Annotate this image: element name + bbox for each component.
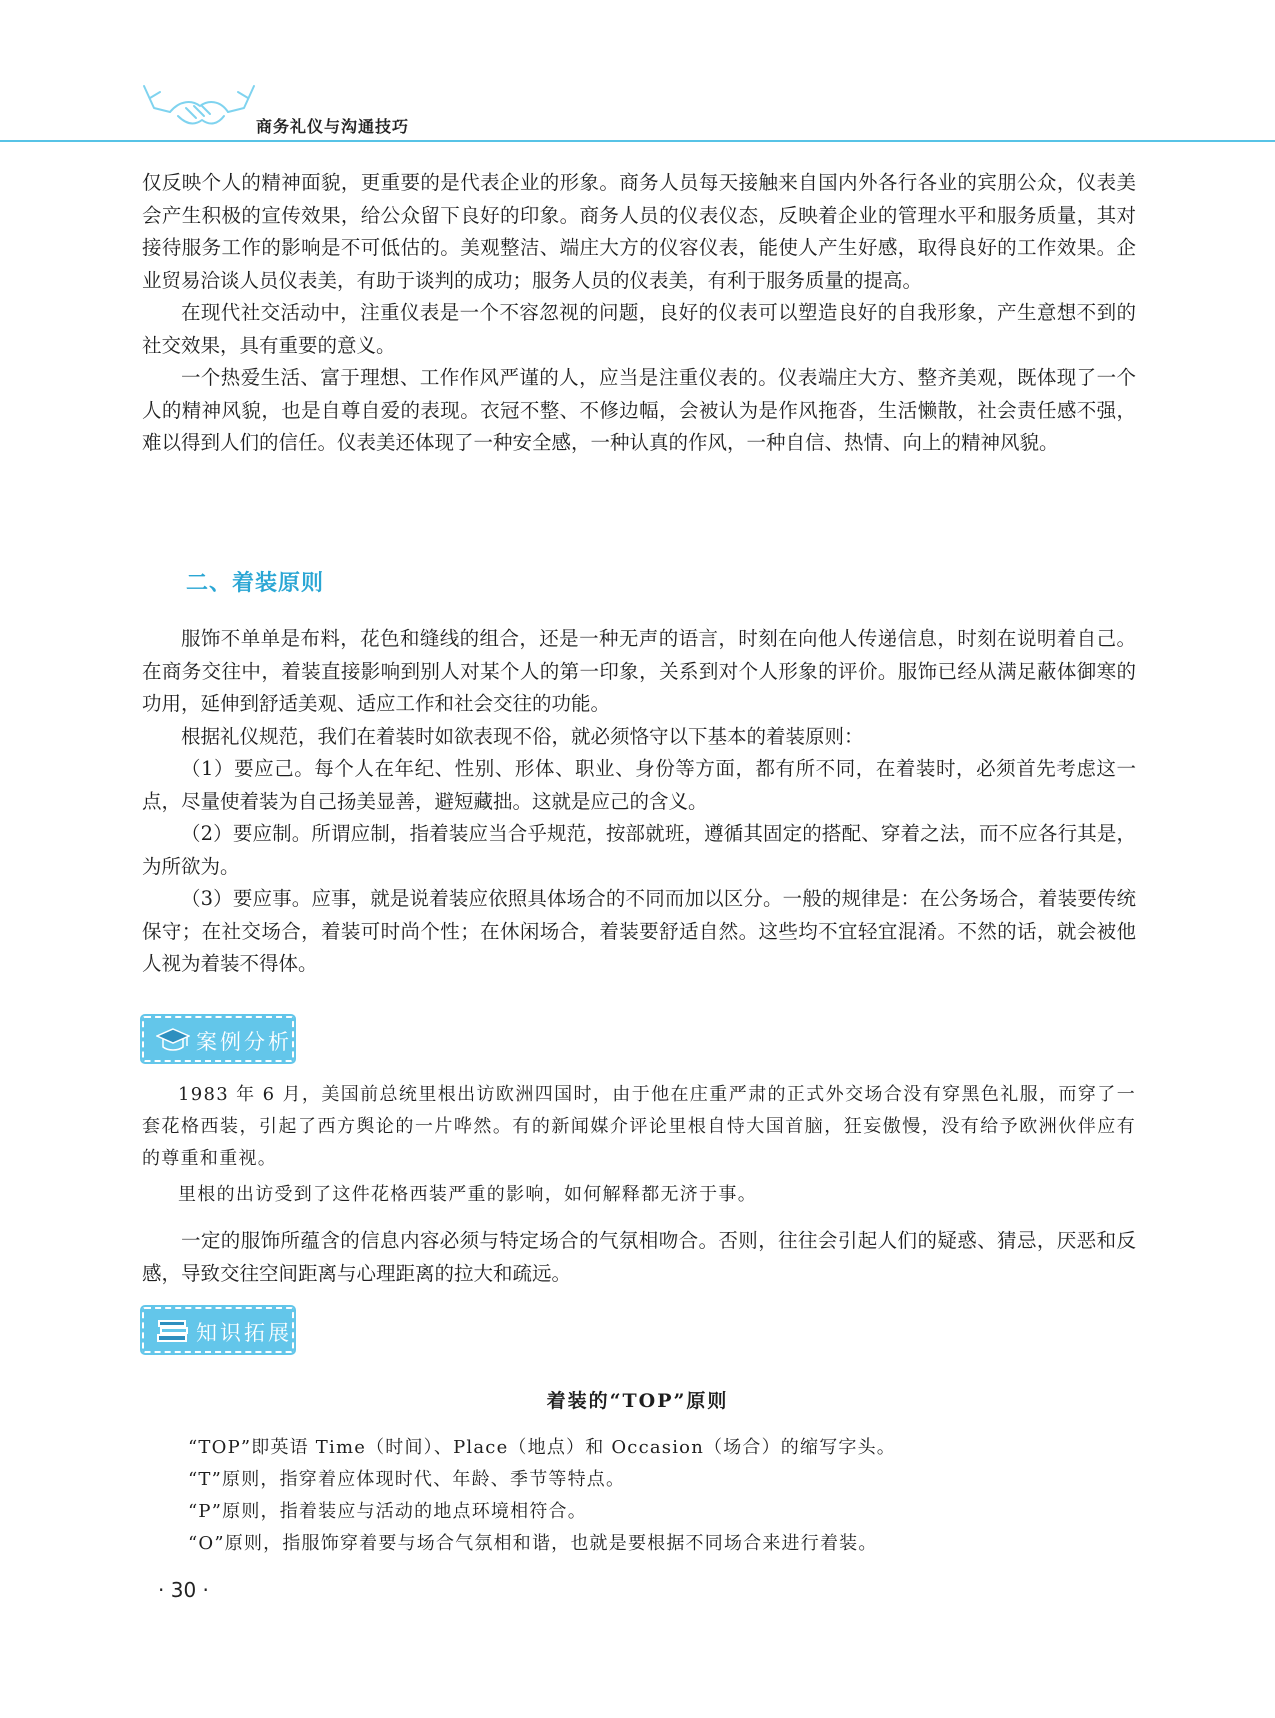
paragraph: 在现代社交活动中，注重仪表是一个不容忽视的问题，良好的仪表可以塑造良好的自我形象，产生意想不到的社交效果，具有重要的意义。 xyxy=(142,301,1136,357)
paragraph: 一定的服饰所蕴含的信息内容必须与特定场合的气氛相吻合。否则，往往会引起人们的疑惑、猜忌，厌恶和反感，导致交往空间距离与心理距离的拉大和疏远。 xyxy=(142,1229,1136,1285)
paragraph: （1）要应己。每个人在年纪、性别、形体、职业、身份等方面，都有所不同，在着装时，必须首先考虑这一点，尽量使着装为自己扬美显善，避短藏拙。这就是应己的含义。 xyxy=(142,757,1136,813)
knowledge-extension-badge xyxy=(142,1307,294,1353)
paragraph: （2）要应制。所谓应制，指着装应当合乎规范，按部就班，遵循其固定的搭配、穿着之法，而不应各行其是，为所欲为。 xyxy=(142,822,1136,878)
paragraph: 仅反映个人的精神面貌，更重要的是代表企业的形象。商务人员每天接触来自国内外各行各业的宾朋公众，仪表美会产生积极的宣传效果，给公众留下良好的印象。商务人员的仪表仪态，反映着企业的管理水平和服务质量，其对接待服务工作的影响是不可低估的。美观整洁、端庄大方的仪容仪表，能使人产生好感，取得良好的工作效果。企业贸易洽谈人员仪表美，有助于谈判的成功；服务人员的仪表美，有利于服务质量的提高。 xyxy=(142,171,1136,292)
knowledge-extension-label: 知识拓展 xyxy=(196,1321,292,1345)
intro-text xyxy=(142,167,1136,460)
case-analysis-label: 案例分析 xyxy=(196,1030,292,1054)
section-text xyxy=(142,623,1136,981)
extension-title: 着装的“TOP”原则 xyxy=(546,1390,729,1412)
extension-text xyxy=(188,1432,1148,1560)
paragraph: （3）要应事。应事，就是说着装应依照具体场合的不同而加以区分。一般的规律是：在公务场合，着装要传统保守；在社交场合，着装可时尚个性；在休闲场合，着装要舒适自然。这些均不宜轻宜混淆。不然的话，就会被他人视为着装不得体。 xyxy=(142,887,1136,975)
case-text xyxy=(142,1079,1136,1211)
paragraph: 1983 年 6 月，美国前总统里根出访欧洲四国时，由于他在庄重严肃的正式外交场合没有穿黑色礼服，而穿了一套花格西装，引起了西方舆论的一片哗然。有的新闻媒介评论里根自恃大国首脑，狂妄傲慢，没有给予欧洲伙伴应有的尊重和重视。 xyxy=(142,1084,1136,1169)
paragraph: 一个热爱生活、富于理想、工作作风严谨的人，应当是注重仪表的。仪表端庄大方、整齐美观，既体现了一个人的精神风貌，也是自尊自爱的表现。衣冠不整、不修边幅，会被认为是作风拖沓，生活懒散，社会责任感不强，难以得到人们的信任。仪表美还体现了一种安全感，一种认真的作风，一种自信、热情、向上的精神风貌。 xyxy=(142,366,1136,454)
graduation-cap-icon xyxy=(156,1026,190,1054)
list-item: “O”原则，指服饰穿着要与场合气氛相和谐，也就是要根据不同场合来进行着装。 xyxy=(188,1533,878,1554)
list-item: “P”原则，指着装应与活动的地点环境相符合。 xyxy=(188,1501,587,1522)
case-analysis-badge xyxy=(142,1016,294,1062)
list-item: “T”原则，指穿着应体现时代、年龄、季节等特点。 xyxy=(188,1469,626,1490)
paragraph: 里根的出访受到了这件花格西装严重的影响，如何解释都无济于事。 xyxy=(178,1184,757,1205)
section-heading: 二、着装原则 xyxy=(186,571,325,596)
paragraph: 服饰不单单是布料，花色和缝线的组合，还是一种无声的语言，时刻在向他人传递信息，时刻在说明着自己。在商务交往中，着装直接影响到别人对某个人的第一印象，关系到对个人形象的评价。服饰已经从满足蔽体御寒的功用，延伸到舒适美观、适应工作和社会交往的功能。 xyxy=(142,627,1136,715)
page-number: · 30 · xyxy=(158,1578,209,1602)
paragraph: 根据礼仪规范，我们在着装时如欲表现不俗，就必须恪守以下基本的着装原则： xyxy=(181,724,864,748)
book-stack-icon xyxy=(156,1317,190,1345)
after-case-text xyxy=(142,1225,1136,1290)
header-divider xyxy=(0,140,1275,142)
book-title: 商务礼仪与沟通技巧 xyxy=(256,117,410,136)
handshake-logo-icon xyxy=(140,78,258,136)
list-item: “TOP”即英语 Time（时间）、Place（地点）和 Occasion（场合）的缩写字头。 xyxy=(188,1437,897,1458)
